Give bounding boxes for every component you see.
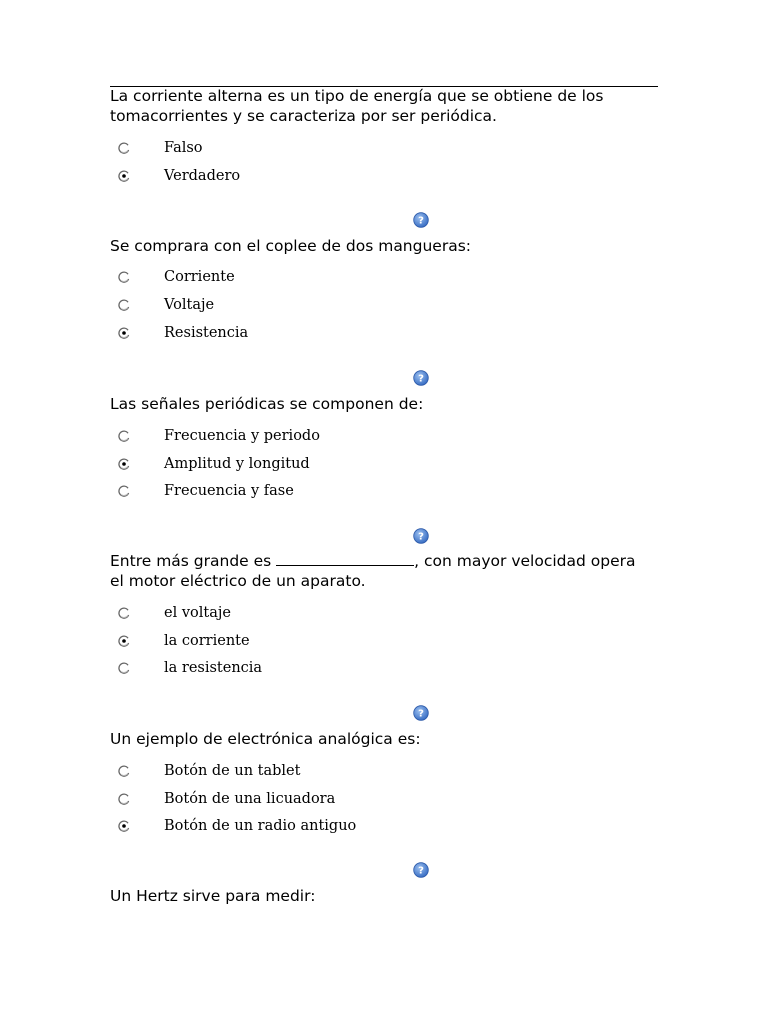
- option-label: la resistencia: [164, 660, 263, 676]
- help-icon[interactable]: [413, 212, 429, 228]
- question-2-text: Se comprara con el coplee de dos mangueras:: [110, 237, 472, 255]
- question-1-option-2[interactable]: [118, 166, 240, 186]
- radio-unselected-icon[interactable]: [118, 607, 130, 619]
- option-label: la corriente: [164, 633, 250, 649]
- question-3-option-1[interactable]: [118, 426, 320, 446]
- svg-text:?: ?: [418, 865, 424, 877]
- radio-unselected-icon[interactable]: [118, 765, 130, 777]
- radio-unselected-icon[interactable]: [118, 485, 130, 497]
- question-4-option-1[interactable]: [118, 603, 231, 623]
- question-2-option-1[interactable]: [118, 267, 235, 287]
- question-5-option-3[interactable]: [118, 816, 356, 836]
- radio-selected-icon[interactable]: [118, 820, 130, 832]
- question-5-text: Un ejemplo de electrónica analógica es:: [110, 730, 421, 748]
- radio-selected-icon[interactable]: [118, 327, 130, 339]
- option-label: Frecuencia y fase: [164, 483, 294, 499]
- radio-unselected-icon[interactable]: [118, 271, 130, 283]
- radio-selected-icon[interactable]: [118, 458, 130, 470]
- radio-selected-icon[interactable]: [118, 170, 130, 182]
- question-1-option-1[interactable]: [118, 138, 203, 158]
- help-icon[interactable]: [413, 528, 429, 544]
- question-4-text: [110, 551, 650, 591]
- question-1-text: La corriente alterna es un tipo de energía que se obtiene de los tomacorrientes y se caracteriza por ser periódica.: [110, 87, 604, 125]
- question-2-option-3[interactable]: [118, 323, 248, 343]
- option-label: Resistencia: [164, 325, 249, 341]
- svg-text:?: ?: [418, 215, 424, 227]
- help-icon[interactable]: [413, 862, 429, 878]
- radio-unselected-icon[interactable]: [118, 299, 130, 311]
- help-icon[interactable]: [413, 370, 429, 386]
- option-label: Falso: [164, 140, 203, 156]
- option-label: Verdadero: [164, 168, 241, 184]
- svg-text:?: ?: [418, 708, 424, 720]
- question-4-text-after: , con mayor velocidad opera el motor eléctrico de un aparato.: [110, 552, 636, 590]
- question-6-text: Un Hertz sirve para medir:: [110, 887, 316, 905]
- question-3-text: Las señales periódicas se componen de:: [110, 395, 424, 413]
- question-4-option-3[interactable]: [118, 658, 262, 678]
- option-label: Frecuencia y periodo: [164, 428, 320, 444]
- radio-unselected-icon[interactable]: [118, 430, 130, 442]
- fill-in-blank: [276, 552, 414, 566]
- help-icon[interactable]: [413, 705, 429, 721]
- radio-selected-icon[interactable]: [118, 635, 130, 647]
- radio-unselected-icon[interactable]: [118, 793, 130, 805]
- question-4-text-before: Entre más grande es: [110, 552, 277, 570]
- question-5-option-1[interactable]: [118, 761, 300, 781]
- question-2-option-2[interactable]: [118, 295, 214, 315]
- option-label: Botón de una licuadora: [164, 791, 336, 807]
- svg-text:?: ?: [418, 373, 424, 385]
- radio-unselected-icon[interactable]: [118, 142, 130, 154]
- radio-unselected-icon[interactable]: [118, 662, 130, 674]
- option-label: Botón de un radio antiguo: [164, 818, 357, 834]
- option-label: el voltaje: [164, 605, 231, 621]
- question-3-option-3[interactable]: [118, 481, 294, 501]
- question-4-option-2[interactable]: [118, 631, 250, 651]
- question-5-option-2[interactable]: [118, 789, 335, 809]
- svg-text:?: ?: [418, 531, 424, 543]
- question-3-option-2[interactable]: [118, 454, 310, 474]
- option-label: Amplitud y longitud: [164, 456, 310, 472]
- option-label: Botón de un tablet: [164, 763, 301, 779]
- option-label: Corriente: [164, 269, 235, 285]
- option-label: Voltaje: [164, 297, 215, 313]
